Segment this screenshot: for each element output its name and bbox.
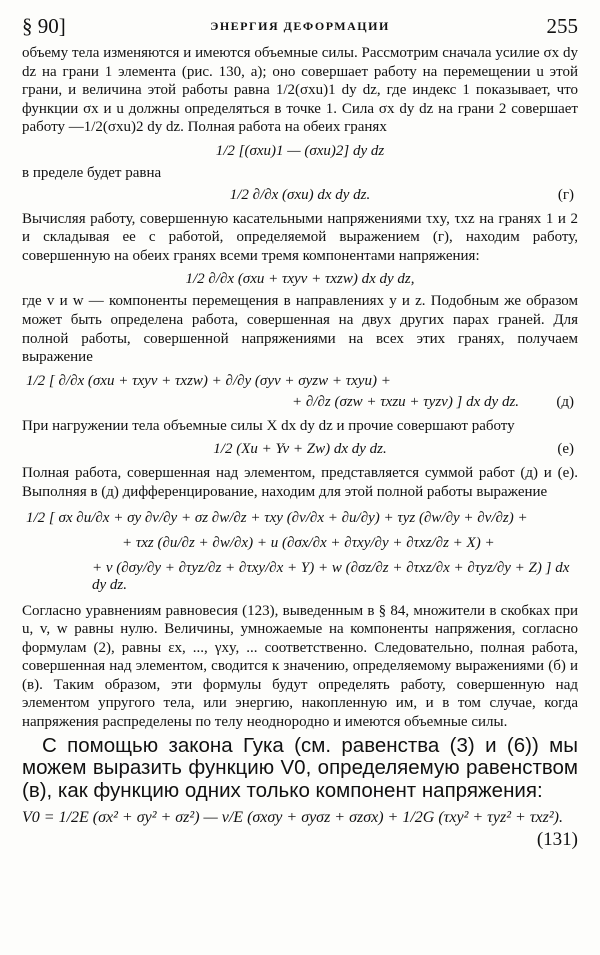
equation-e (22, 441, 578, 458)
paragraph-4: где v и w — компоненты перемещения в направлениях y и z. Подобным же образом может быть определена работа, совершенная на двух других парах граней. Для полной работы, совершенной напряжениями на всех этих гранях, получаем выражение (22, 293, 578, 366)
page-body (22, 44, 578, 851)
equation-d-line1: 1/2 [ ∂/∂x (σxu + τxyv + τxzw) + ∂/∂y (σyv + σyzw + τxyu) + (26, 372, 391, 389)
equation-g-number: (г) (557, 186, 574, 203)
equation-131-number: (131) (536, 829, 578, 851)
paragraph-5: При нагружении тела объемные силы X dx dy dz и прочие совершают работу (22, 417, 515, 434)
equation-g-body: 1/2 ∂/∂x (σxu) dx dy dz. (229, 186, 371, 203)
equation-b: 1/2 ∂/∂x (σxu + τxyv + τxzw) dx dy dz, (185, 271, 415, 288)
section-number: § 90] (22, 14, 66, 38)
paragraph-7: Согласно уравнениям равновесия (123), выведенным в § 84, множители в скобках при u, v, w равны нулю. Величины, умножаемые на компоненты напряжения, согласно формулам (2), равны εx, ..., γxy, ... соответственно. Следовательно, полная работа, совершенная над элементом, сводится к значению, определяемому выражениями (б) и (в). Таким образом, эти формулы будут определять работу, совершенную над элементом упругого тела, или энергию, накопленную им, и в том случае, когда напряжения распределены по телу неоднородно и имеются объемные силы. (22, 602, 578, 731)
paragraph-6: Полная работа, совершенная над элементом, представляется суммой работ (д) и (е). Выполняя в (д) дифференцирование, находим для этой полной работы выражение (22, 465, 578, 500)
equation-g (22, 187, 578, 204)
running-title: ЭНЕРГИЯ ДЕФОРМАЦИИ (210, 19, 390, 33)
page-number: 255 (546, 14, 578, 38)
equation-d-line2-body: + ∂/∂z (σzw + τxzu + τyzv) ] dx dy dz. (292, 393, 520, 410)
paragraph-3: Вычисляя работу, совершенную касательными напряжениями τxy, τxz на гранях 1 и 2 и складывая ее с работой, определяемой выражением (г), находим работу, совершенную на обеих гранях всеми тремя компонентами напряжения: (22, 210, 578, 264)
equation-d-number: (д) (556, 393, 574, 410)
paragraph-2: в пределе будет равна (22, 164, 162, 181)
equation-131: V0 = 1/2E (σx² + σy² + σz²) — ν/E (σxσy + σyσz + σzσx) + 1/2G (τxy² + τyz² + τxz²). (22, 809, 564, 827)
equation-e-number: (е) (557, 441, 574, 458)
equation-a: 1/2 [(σxu)1 — (σxu)2] dy dz (215, 142, 385, 159)
running-header (22, 14, 578, 40)
equation-f-line3: + v (∂σy/∂y + ∂τyz/∂z + ∂τxy/∂x + Y) + w (∂σz/∂z + ∂τxz/∂x + ∂τyz/∂y + Z) ] dx dy dz. (92, 559, 570, 593)
equation-f-line1: 1/2 [ σx ∂u/∂x + σy ∂v/∂y + σz ∂w/∂z + τxy (∂v/∂x + ∂u/∂y) + τyz (∂w/∂y + ∂v/∂z) + (26, 509, 528, 526)
equation-d-line2 (22, 394, 578, 411)
equation-e-body: 1/2 (Xu + Yv + Zw) dx dy dz. (213, 441, 387, 458)
paragraph-8: С помощью закона Гука (см. равенства (3) и (6)) мы можем выразить функцию V0, определяемую равенством (в), как функцию одних только компонент напряжения: (22, 733, 578, 803)
equation-f-line2: + τxz (∂u/∂z + ∂w/∂x) + u (∂σx/∂x + ∂τxy/∂y + ∂τxz/∂z + X) + (122, 534, 495, 551)
paragraph-1: объему тела изменяются и имеются объемные силы. Рассмотрим сначала усилие σx dy dz на грани 1 элемента (рис. 130, a); оно совершает работу на перемещении u этой грани, и величина этой работы равна 1/2(σxu)1 dy dz, где индекс 1 показывает, что функции σx и u должны определяться в точке 1. Сила σx dy dz на грани 2 совершает работу —1/2(σxu)2 dy dz. Полная работа на обеих гранях (22, 45, 578, 136)
